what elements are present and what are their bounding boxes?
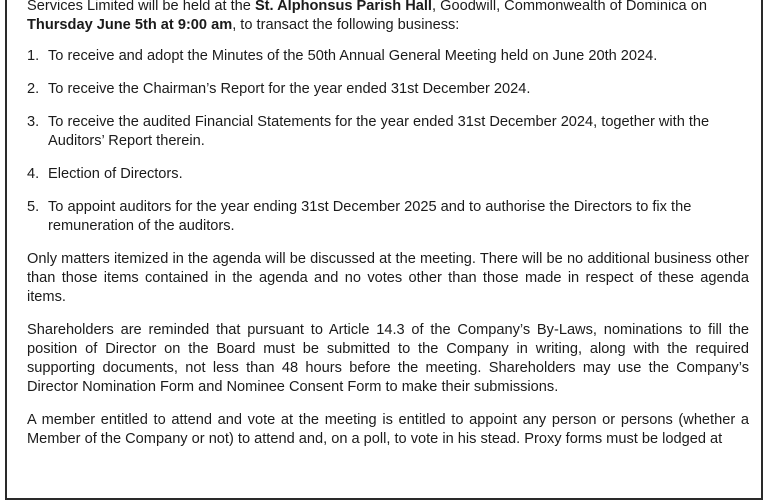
- agenda-item-number: 1.: [27, 48, 40, 64]
- agenda-item-text: To receive and adopt the Minutes of the 50th Annual General Meeting held on June 20th 2024.: [48, 48, 658, 64]
- agenda-item-text: To receive the Chairman’s Report for the year ended 31st December 2024.: [48, 81, 531, 97]
- agenda-item-3: [27, 113, 749, 151]
- nominations-paragraph: Shareholders are reminded that pursuant to Article 14.3 of the Company’s By-Laws, nominations to fill the position of Director on the Board must be submitted to the Company in writing, along with the required supporting documents, not less than 48 hours before the meeting. Shareholders may use the Company’s Director Nomination Form and Nominee Consent Form to make their submissions.: [27, 322, 749, 395]
- agenda-item-number: 3.: [27, 114, 40, 130]
- agenda-item-number: 5.: [27, 199, 40, 215]
- intro-paragraph: [27, 0, 749, 35]
- agenda-item-text-line1: To receive the audited Financial Statements for the year ended 31st December 2024, together with the: [48, 114, 710, 130]
- notice-body: [27, 0, 749, 463]
- agenda-item-2: [27, 80, 749, 99]
- agenda-item-number: 2.: [27, 81, 40, 97]
- intro-line2-rest: , to transact the following business:: [232, 17, 460, 33]
- agenda-item-text-line1: To appoint auditors for the year ending 31st December 2025 and to authorise the Directors to fix the: [48, 199, 692, 215]
- intro-line1-text: Services Limited will be held at the: [27, 0, 255, 14]
- proxy-paragraph: A member entitled to attend and vote at the meeting is entitled to appoint any person or persons (whether a Member of the Company or not) to attend and, on a poll, to vote in his stead. Proxy forms must be lodged at: [27, 412, 749, 447]
- agenda-only-paragraph: Only matters itemized in the agenda will be discussed at the meeting. There will be no additional business other than those items contained in the agenda and no votes other than those made in respect of these agenda items.: [27, 251, 749, 305]
- meeting-datetime: Thursday June 5th at 9:00 am: [27, 17, 233, 33]
- agenda-item-1: [27, 47, 749, 66]
- agenda-item-text: Election of Directors.: [48, 166, 183, 182]
- agenda-item-4: [27, 165, 749, 184]
- agenda-item-text-line2: Auditors’ Report therein.: [48, 133, 205, 149]
- intro-line1-rest: , Goodwill, Commonwealth of Dominica on: [432, 0, 707, 14]
- agenda-item-5: [27, 198, 749, 236]
- agenda-item-number: 4.: [27, 166, 40, 182]
- agenda-item-text-line2: remuneration of the auditors.: [48, 218, 235, 234]
- meeting-venue: St. Alphonsus Parish Hall: [254, 0, 432, 14]
